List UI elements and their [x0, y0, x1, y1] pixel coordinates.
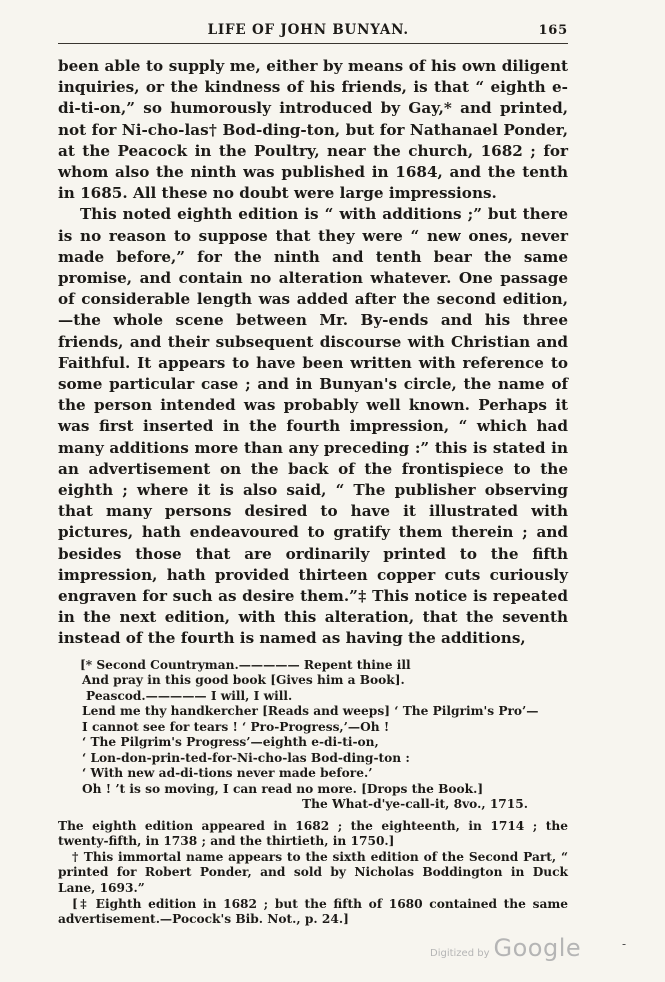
main-text: [58, 56, 568, 650]
book-page: [58, 22, 568, 928]
quote-line: ‘ Lon-don-prin-ted-for-Ni-cho-las Bod-ding-ton :: [82, 750, 410, 765]
running-title: LIFE OF JOHN BUNYAN.: [207, 22, 409, 38]
quote-line: I cannot see for tears ! ‘ Pro-Progress,’—Oh !: [82, 719, 390, 734]
quote-line: Peascod.————— I will, I will.: [86, 688, 293, 703]
quote-line: Oh ! ’t is so moving, I can read no more. [Drops the Book.]: [82, 781, 484, 796]
quote-line: ‘ With new ad-di-tions never made before.’: [82, 766, 373, 781]
page-number: 165: [538, 23, 568, 38]
paragraph-1: been able to supply me, either by means of his own diligent inquiries, or the kindness of his friends, is that “ eighth e-di-ti-on,” so humorously introduced by Gay,* and printed, not for Ni-cho-las† Bod-ding-ton, but for Nathanael Ponder, at the Peacock in the Poultry, near the church, 1682 ; for whom also the ninth was published in 1684, and the tenth in 1685. All these no doubt were large impressions.: [58, 57, 568, 203]
watermark-logo: Google: [493, 934, 582, 962]
paragraph-2: This noted eighth edition is “ with additions ;” but there is no reason to suppose that they were “ new ones, never made before,” for the ninth and tenth bear the same promise, and contain no alteration whatever. One passage of considerable length was added after the second edition,—the whole scene between Mr. By-ends and his three friends, and their subsequent discourse with Christian and Faithful. It appears to have been written with reference to some particular case ; and in Bunyan's circle, the name of the person intended was probably well known. Perhaps it was first inserted in the fourth impression, “ which had many additions more than any preceding :” this is stated in an advertisement on the back of the frontispiece to the eighth ; where it is also said, “ The publisher observing that many persons desired to have it illustrated with pictures, hath endeavoured to gratify them therein ; and besides those that are ordinarily printed to the fifth impression, hath provided thirteen copper cuts curiously engraven for such as desire them.”‡ This notice is repeated in the next edition, with this alteration, that the seventh instead of the fourth is named as having the additions,: [58, 205, 568, 648]
edge-mark: -: [622, 937, 627, 951]
footnote-3: [‡ Eighth edition in 1682 ; but the fifth of 1680 contained the same advertisement.—Pocock's Bib. Not., p. 24.]: [58, 896, 568, 927]
quote-line: ‘ The Pilgrim's Progress’—eighth e-di-ti-on,: [82, 735, 379, 750]
footnote-1: The eighth edition appeared in 1682 ; the eighteenth, in 1714 ; the twenty-fifth, in 1738 ; and the thirtieth, in 1750.]: [58, 818, 568, 849]
quote-source: The What-d'ye-call-it, 8vo., 1715.: [302, 797, 528, 812]
quote-line: And pray in this good book [Gives him a Book].: [82, 673, 405, 688]
quote-line: [* Second Countryman.————— Repent thine ill: [80, 657, 411, 672]
quote-line: Lend me thy handkercher [Reads and weeps] ‘ The Pilgrim's Pro’—: [82, 704, 539, 719]
footnote-quotation: [58, 658, 568, 813]
footnotes: [58, 819, 568, 928]
footnote-2: † This immortal name appears to the sixth edition of the Second Part, “ printed for Robert Ponder, and sold by Nicholas Boddington in Duck Lane, 1693.”: [58, 849, 568, 896]
running-header: [58, 22, 568, 44]
watermark-prefix: Digitized by: [430, 948, 490, 959]
digitization-watermark: [430, 934, 581, 962]
